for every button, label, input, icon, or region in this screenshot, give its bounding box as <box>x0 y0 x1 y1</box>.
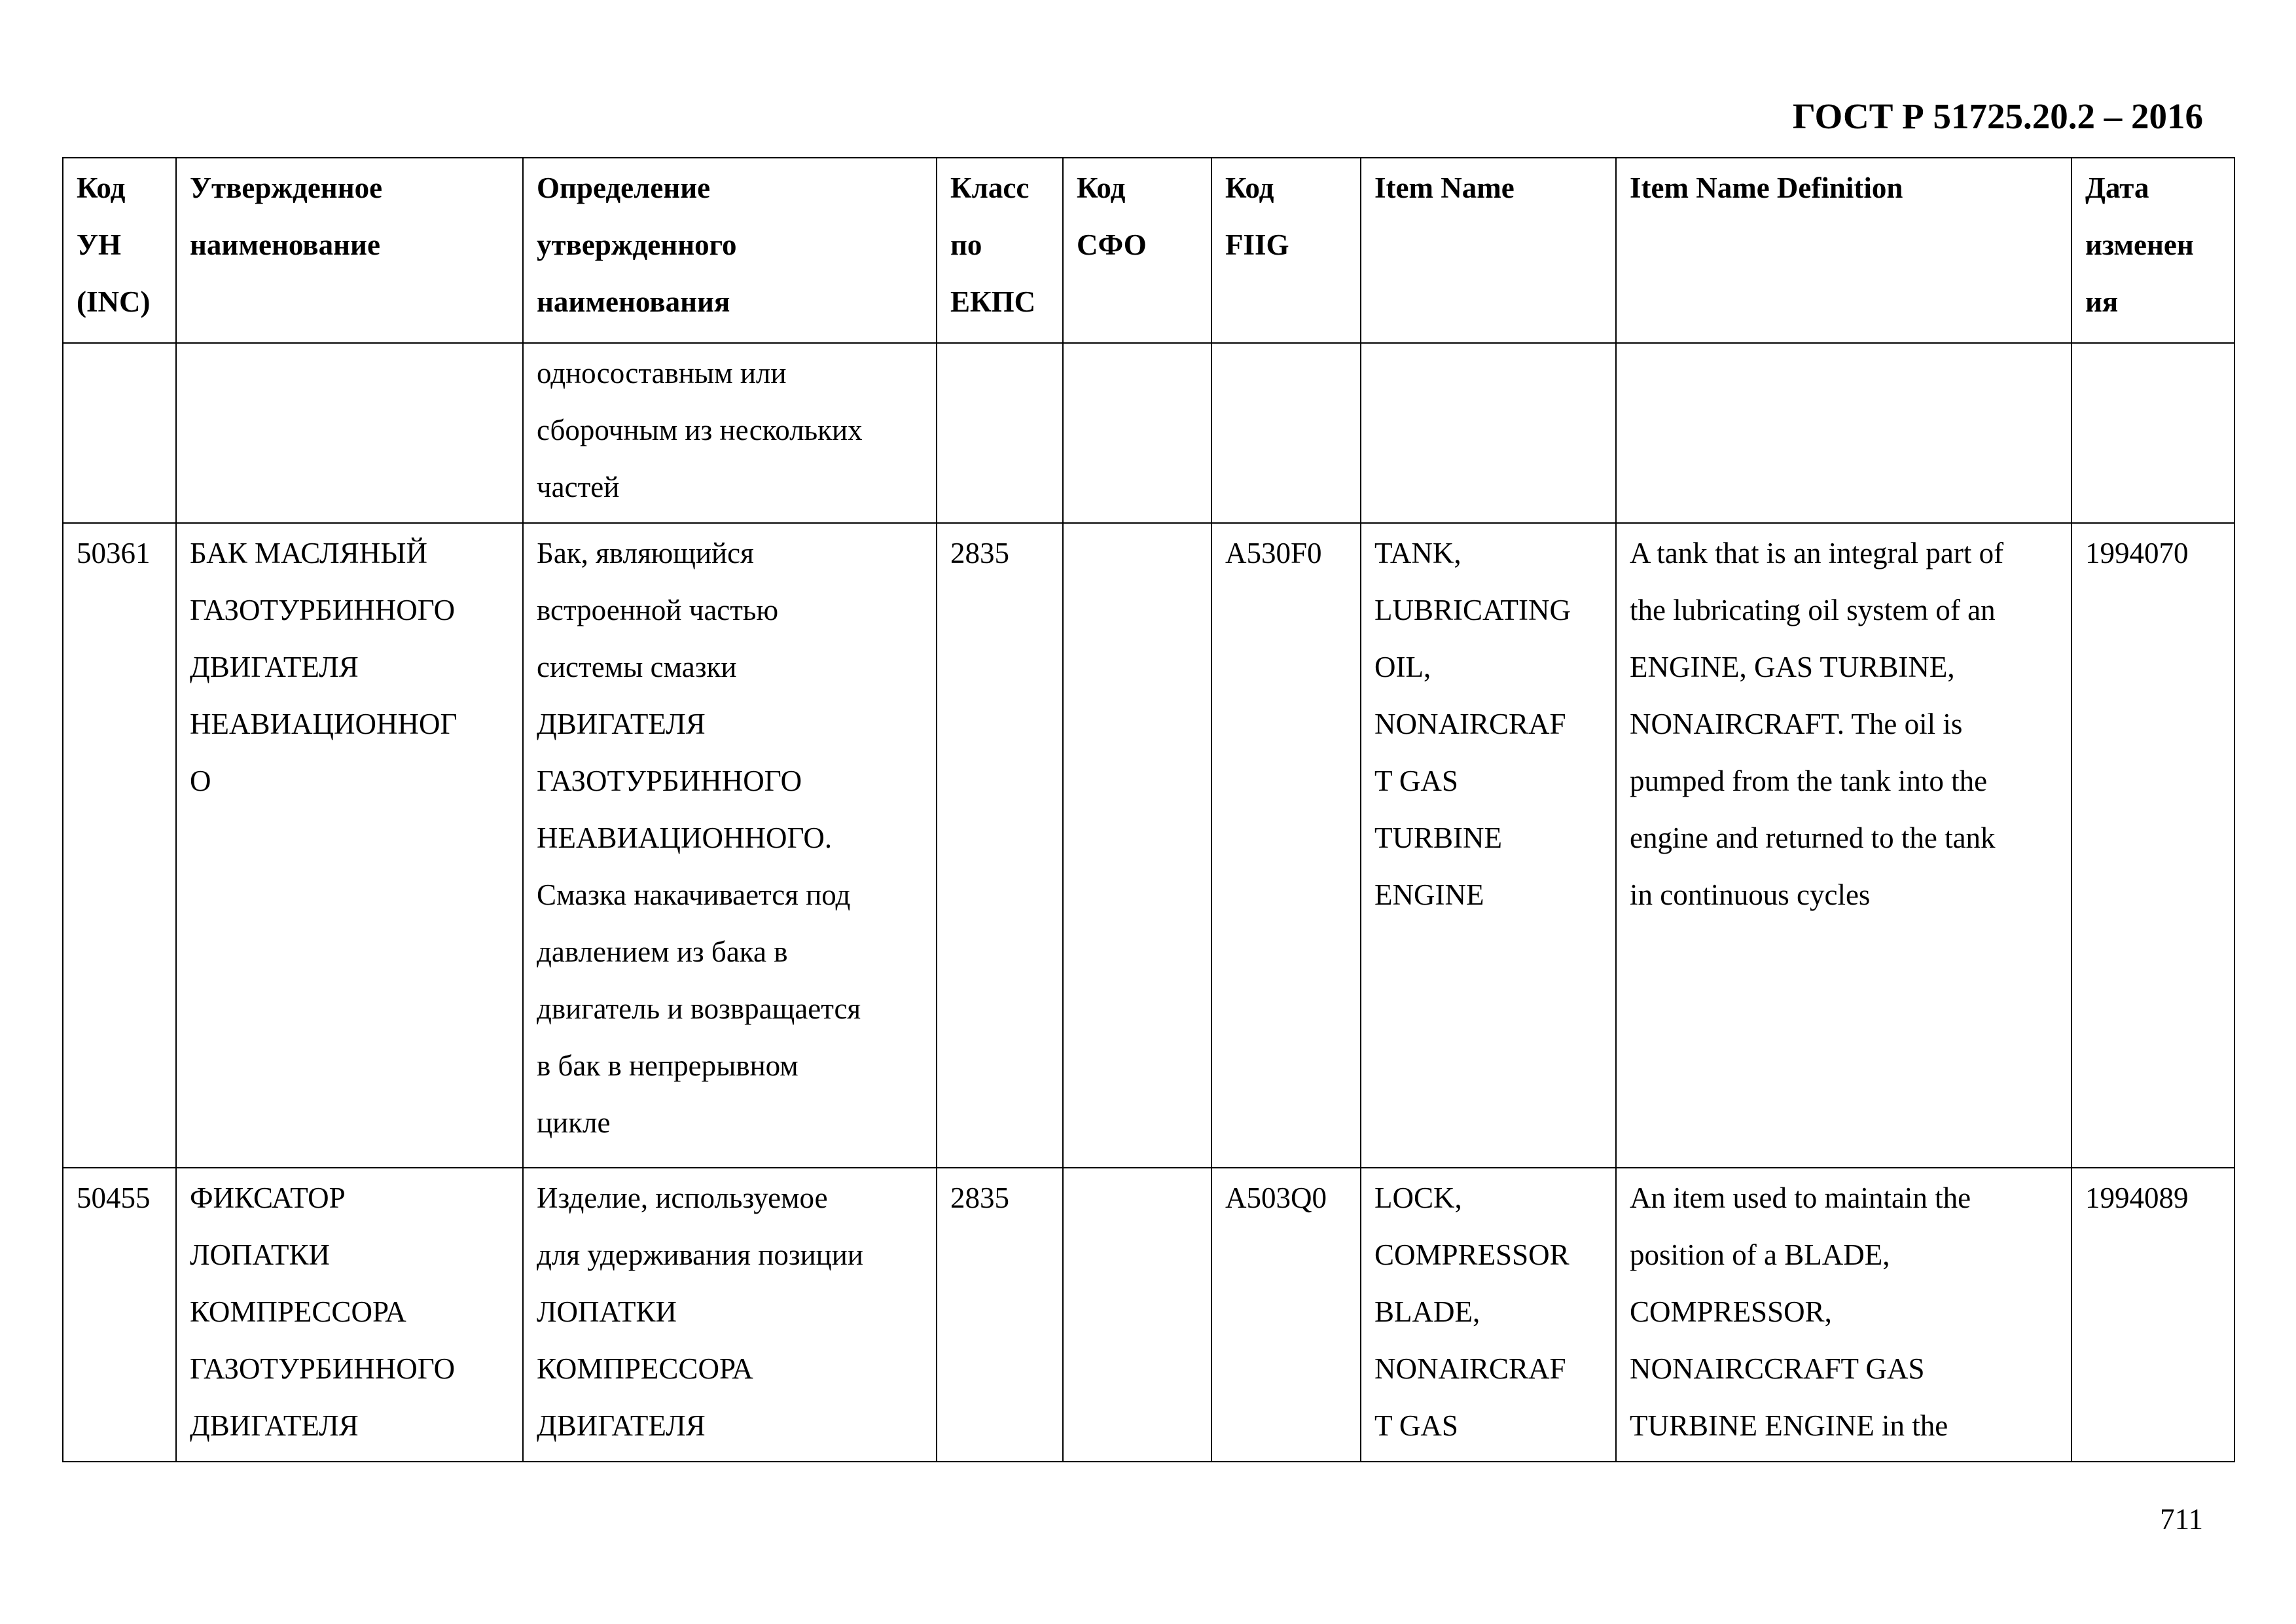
header-text: FIIG <box>1225 228 1289 261</box>
cell-text-line: TANK, <box>1374 537 1462 569</box>
cell-text-line: 50455 <box>77 1182 151 1214</box>
cell-text-line: ДВИГАТЕЛЯ <box>190 651 359 683</box>
cell-item-name-definition <box>1616 343 2072 523</box>
header-text: утвержденного <box>537 228 737 261</box>
cell-text-line: the lubricating oil system of an <box>1630 594 1996 626</box>
cell-text-line: BLADE, <box>1374 1295 1480 1328</box>
cell-text-line: ГАЗОТУРБИННОГО <box>190 594 456 626</box>
cell-text-line: NONAIRCRAF <box>1374 708 1566 740</box>
cell-name-definition <box>523 523 937 1168</box>
cell-text-line: для удерживания позиции <box>537 1238 863 1271</box>
cell-approved-name <box>176 343 523 523</box>
cell-text-line: встроенной частью <box>537 594 779 626</box>
cell-text-line: 1994070 <box>2085 537 2189 569</box>
cell-text-line: LOCK, <box>1374 1182 1462 1214</box>
header-text: УН <box>77 228 122 261</box>
cell-text-line: NONAIRCRAF <box>1374 1352 1566 1385</box>
cell-approved-name <box>176 1168 523 1462</box>
cell-approved-name <box>176 523 523 1168</box>
cell-text-line: A tank that is an integral part of <box>1630 537 2004 569</box>
cell-change-date <box>2072 1168 2234 1462</box>
header-text: ия <box>2085 285 2119 318</box>
cell-ekps-class <box>937 523 1063 1168</box>
table-body <box>63 343 2234 1462</box>
header-text: Класс <box>950 171 1030 204</box>
cell-sfo-code <box>1063 1168 1211 1462</box>
cell-item-name <box>1361 523 1616 1168</box>
header-name-definition <box>523 158 937 343</box>
cell-text-line: системы смазки <box>537 651 737 683</box>
cell-text-line: ЛОПАТКИ <box>190 1238 331 1271</box>
header-text: Определение <box>537 171 711 204</box>
header-ekps-class <box>937 158 1063 343</box>
cell-text-line: 2835 <box>950 1182 1009 1214</box>
header-text: (INC) <box>77 285 151 318</box>
header-item-name <box>1361 158 1616 343</box>
cell-text-line: ENGINE, GAS TURBINE, <box>1630 651 1955 683</box>
cell-inc-code <box>63 523 176 1168</box>
header-text: Код <box>1225 171 1274 204</box>
header-text: ЕКПС <box>950 285 1036 318</box>
cell-fiig-code <box>1211 523 1361 1168</box>
cell-text-line: Изделие, используемое <box>537 1182 828 1214</box>
cell-text-line: NONAIRCCRAFT GAS <box>1630 1352 1925 1385</box>
table-row <box>63 343 2234 523</box>
cell-text-line: КОМПРЕССОРА <box>190 1295 406 1328</box>
cell-text-line: An item used to maintain the <box>1630 1182 1971 1214</box>
cell-text-line: Смазка накачивается под <box>537 878 851 911</box>
header-approved-name <box>176 158 523 343</box>
cell-text-line: LUBRICATING <box>1374 594 1571 626</box>
cell-sfo-code <box>1063 523 1211 1168</box>
cell-text-line: сборочным из нескольких <box>537 414 863 446</box>
cell-change-date <box>2072 343 2234 523</box>
cell-name-definition <box>523 1168 937 1462</box>
cell-text-line: в бак в непрерывном <box>537 1049 798 1082</box>
cell-text-line: TURBINE ENGINE in the <box>1630 1409 1948 1442</box>
header-text: Item Name <box>1374 171 1515 204</box>
cell-text-line: двигатель и возвращается <box>537 992 861 1025</box>
cell-text-line: ГАЗОТУРБИННОГО <box>190 1352 456 1385</box>
cell-text-line: НЕАВИАЦИОННОГ <box>190 708 457 740</box>
cell-text-line: 50361 <box>77 537 151 569</box>
cell-text-line: A530F0 <box>1225 537 1322 569</box>
cell-item-name-definition <box>1616 1168 2072 1462</box>
cell-sfo-code <box>1063 343 1211 523</box>
cell-text-line: T GAS <box>1374 1409 1458 1442</box>
cell-text-line: COMPRESSOR, <box>1630 1295 1832 1328</box>
header-item-name-definition <box>1616 158 2072 343</box>
cell-name-definition <box>523 343 937 523</box>
cell-inc-code <box>63 1168 176 1462</box>
cell-text-line: ФИКСАТОР <box>190 1182 346 1214</box>
page-number: 711 <box>2160 1503 2203 1536</box>
header-text: Item Name Definition <box>1630 171 1903 204</box>
header-text: наименование <box>190 228 380 261</box>
cell-text-line: частей <box>537 471 620 503</box>
cell-inc-code <box>63 343 176 523</box>
table-row <box>63 523 2234 1168</box>
cell-text-line: БАК МАСЛЯНЫЙ <box>190 537 427 569</box>
cell-text-line: ENGINE <box>1374 878 1484 911</box>
cell-text-line: О <box>190 765 211 797</box>
cell-text-line: OIL, <box>1374 651 1431 683</box>
header-text: Утвержденное <box>190 171 383 204</box>
header-text: Код <box>77 171 126 204</box>
cell-change-date <box>2072 523 2234 1168</box>
header-fiig-code <box>1211 158 1361 343</box>
cell-text-line: давлением из бака в <box>537 935 788 968</box>
cell-text-line: 2835 <box>950 537 1009 569</box>
cell-text-line: ДВИГАТЕЛЯ <box>190 1409 359 1442</box>
header-text: изменен <box>2085 228 2194 261</box>
cell-text-line: TURBINE <box>1374 821 1502 854</box>
cell-text-line: КОМПРЕССОРА <box>537 1352 753 1385</box>
header-text: СФО <box>1077 228 1147 261</box>
header-text: Код <box>1077 171 1126 204</box>
cell-text-line: pumped from the tank into the <box>1630 765 1988 797</box>
document-standard-number: ГОСТ Р 51725.20.2 – 2016 <box>1792 96 2203 136</box>
cell-text-line: COMPRESSOR <box>1374 1238 1570 1271</box>
header-change-date <box>2072 158 2234 343</box>
cell-text-line: engine and returned to the tank <box>1630 821 1996 854</box>
cell-ekps-class <box>937 343 1063 523</box>
cell-text-line: НЕАВИАЦИОННОГО. <box>537 821 833 854</box>
table-row <box>63 1168 2234 1462</box>
cell-text-line: односоставным или <box>537 357 787 389</box>
cell-text-line: in continuous cycles <box>1630 878 1871 911</box>
cell-ekps-class <box>937 1168 1063 1462</box>
nomenclature-table <box>62 157 2235 1462</box>
cell-item-name <box>1361 343 1616 523</box>
cell-text-line: ДВИГАТЕЛЯ <box>537 1409 706 1442</box>
header-text: Дата <box>2085 171 2149 204</box>
cell-text-line: ДВИГАТЕЛЯ <box>537 708 706 740</box>
cell-text-line: Бак, являющийся <box>537 537 754 569</box>
cell-text-line: ГАЗОТУРБИННОГО <box>537 765 802 797</box>
cell-text-line: 1994089 <box>2085 1182 2189 1214</box>
cell-text-line: ЛОПАТКИ <box>537 1295 677 1328</box>
cell-item-name-definition <box>1616 523 2072 1168</box>
cell-text-line: position of a BLADE, <box>1630 1238 1890 1271</box>
cell-text-line: NONAIRCRAFT. The oil is <box>1630 708 1963 740</box>
table-header-row <box>63 158 2234 343</box>
cell-item-name <box>1361 1168 1616 1462</box>
header-text: наименования <box>537 285 730 318</box>
header-inc-code <box>63 158 176 343</box>
cell-fiig-code <box>1211 343 1361 523</box>
cell-text-line: T GAS <box>1374 765 1458 797</box>
cell-text-line: A503Q0 <box>1225 1182 1327 1214</box>
cell-fiig-code <box>1211 1168 1361 1462</box>
cell-text-line: цикле <box>537 1106 611 1139</box>
header-text: по <box>950 228 982 261</box>
header-sfo-code <box>1063 158 1211 343</box>
